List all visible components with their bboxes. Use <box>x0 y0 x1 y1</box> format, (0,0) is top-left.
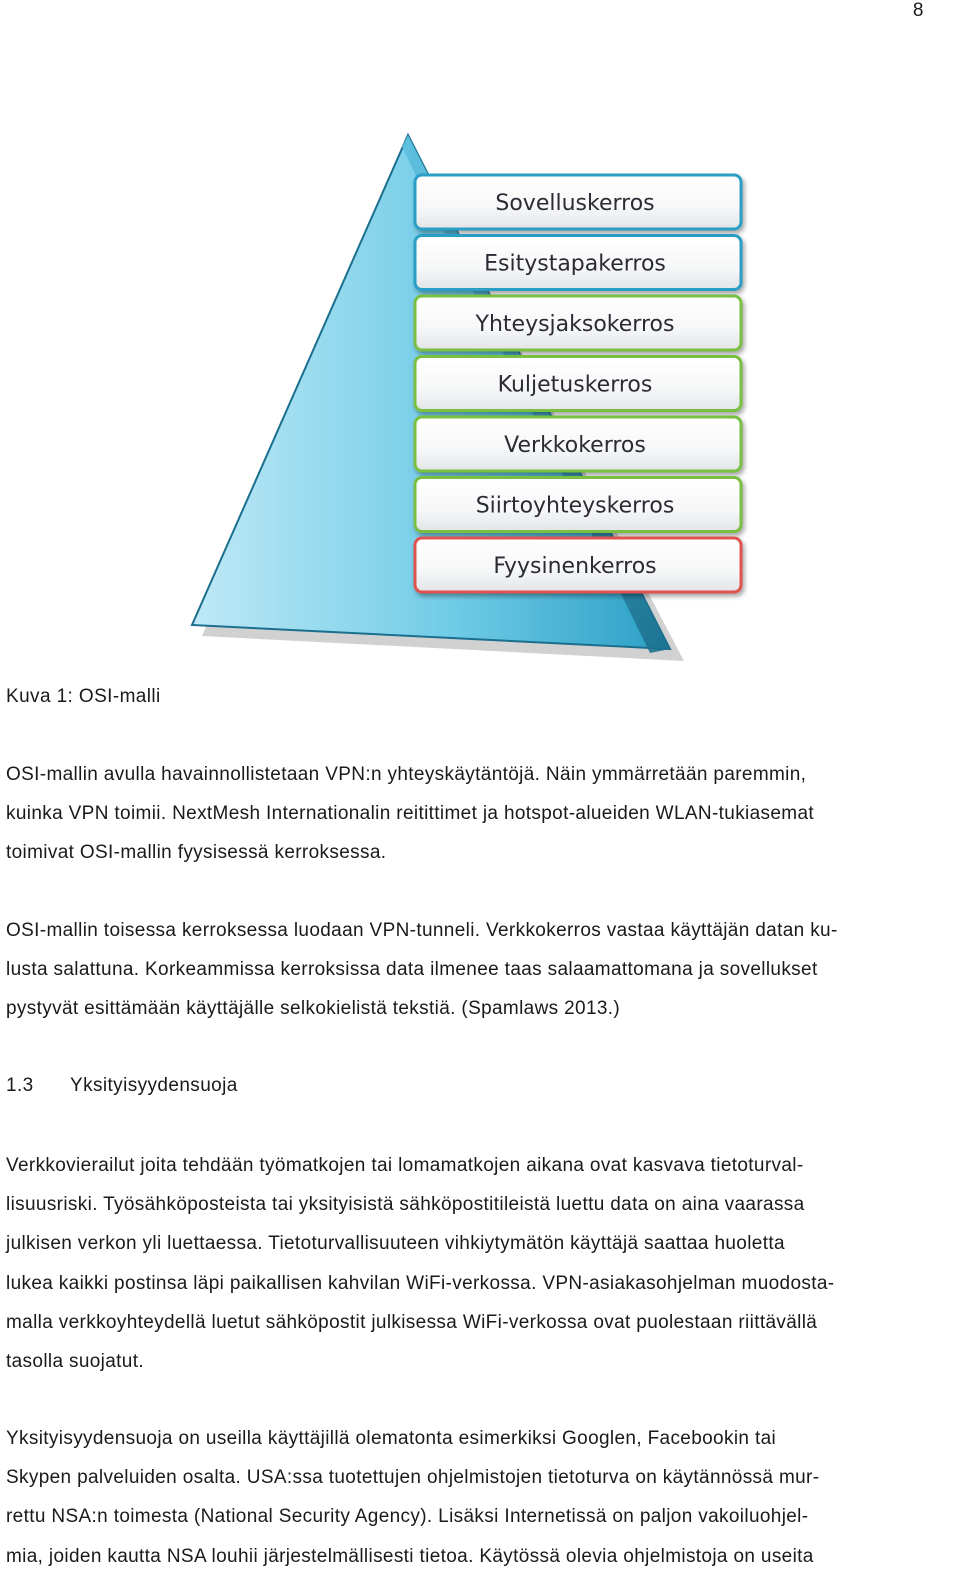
osi-layer-label: Yhteysjaksokerros <box>475 312 675 337</box>
section-title: Yksityisyydensuoja <box>70 1075 238 1096</box>
paragraph-line: mia, joiden kautta NSA louhii järjestelmällisesti tietoa. Käytössä olevia ohjelmistoja on useita <box>6 1545 814 1567</box>
osi-layer-label: Sovelluskerros <box>495 191 655 216</box>
paragraph-line: lukea kaikki postinsa läpi paikallisen kahvilan WiFi-verkossa. VPN-asiakasohjelman muodosta- <box>6 1272 835 1294</box>
paragraph-line: rettu NSA:n toimesta (National Security Agency). Lisäksi Internetissä on paljon vakoiluohjel- <box>6 1506 809 1528</box>
osi-layer-label: Fyysinenkerros <box>493 554 657 579</box>
paragraph-line: Yksityisyydensuoja on useilla käyttäjillä olematonta esimerkiksi Googlen, Facebookin tai <box>6 1428 777 1449</box>
figure-caption: Kuva 1: OSI-malli <box>6 686 161 707</box>
paragraph-line: kuinka VPN toimii. NextMesh Internationalin reitittimet ja hotspot-alueiden WLAN-tukiasemat <box>6 803 815 825</box>
paragraph-line: Verkkovierailut joita tehdään työmatkojen tai lomamatkojen aikana ovat kasvava tietoturval- <box>6 1155 804 1176</box>
paragraph-line: lusta salattuna. Korkeammissa kerroksissa data ilmenee taas salaamattomana ja sovellukset <box>6 959 818 981</box>
osi-layer-box <box>415 357 741 411</box>
osi-layer-box <box>415 538 741 592</box>
osi-pyramid-diagram <box>180 125 770 665</box>
section-number: 1.3 <box>6 1075 34 1096</box>
paragraph-vpn-tunnel <box>6 911 956 1029</box>
paragraph-line: Skypen palveluiden osalta. USA:ssa tuotettujen ohjelmistojen tietoturva on käytännössä mur- <box>6 1467 820 1489</box>
paragraph-line: toimivat OSI-mallin fyysisessä kerroksessa. <box>6 842 387 864</box>
osi-layer-list <box>415 175 741 592</box>
paragraph-line: malla verkkoyhteydellä luetut sähköpostit julkisessa WiFi-verkossa ovat puolestaan riittävällä <box>6 1311 818 1333</box>
paragraph-line: tasolla suojatut. <box>6 1351 144 1373</box>
paragraph-line: julkisen verkon yli luettaessa. Tietoturvallisuuteen vihkiytymätön käyttäjä saattaa huoletta <box>6 1233 785 1255</box>
osi-layer-box <box>415 296 741 350</box>
paragraph-roaming-risk <box>6 1146 956 1381</box>
osi-layer-label: Siirtoyhteyskerros <box>475 493 675 519</box>
osi-layer-label: Kuljetuskerros <box>497 372 653 398</box>
paragraph-line: pystyvät esittämään käyttäjälle selkokielistä tekstiä. (Spamlaws 2013.) <box>6 998 621 1020</box>
paragraph-osi-intro <box>6 755 956 873</box>
paragraph-line: lisuusriski. Työsähköposteista tai yksityisistä sähköpostitileistä luettu data on aina vaarassa <box>6 1194 805 1216</box>
paragraph-privacy <box>6 1419 956 1576</box>
osi-layer-box <box>415 478 741 532</box>
paragraph-line: OSI-mallin avulla havainnollistetaan VPN:n yhteyskäytäntöjä. Näin ymmärretään paremmin, <box>6 764 807 785</box>
osi-layer-label: Verkkokerros <box>504 433 646 458</box>
section-heading <box>6 1075 238 1097</box>
page-number: 8 <box>912 0 924 21</box>
osi-layer-label: Esitystapakerros <box>484 251 666 277</box>
osi-model-figure <box>180 125 770 665</box>
osi-layer-box <box>415 175 741 229</box>
osi-layer-box <box>415 236 741 290</box>
paragraph-line: OSI-mallin toisessa kerroksessa luodaan VPN-tunneli. Verkkokerros vastaa käyttäjän datan ku- <box>6 920 838 941</box>
osi-layer-box <box>415 417 741 471</box>
